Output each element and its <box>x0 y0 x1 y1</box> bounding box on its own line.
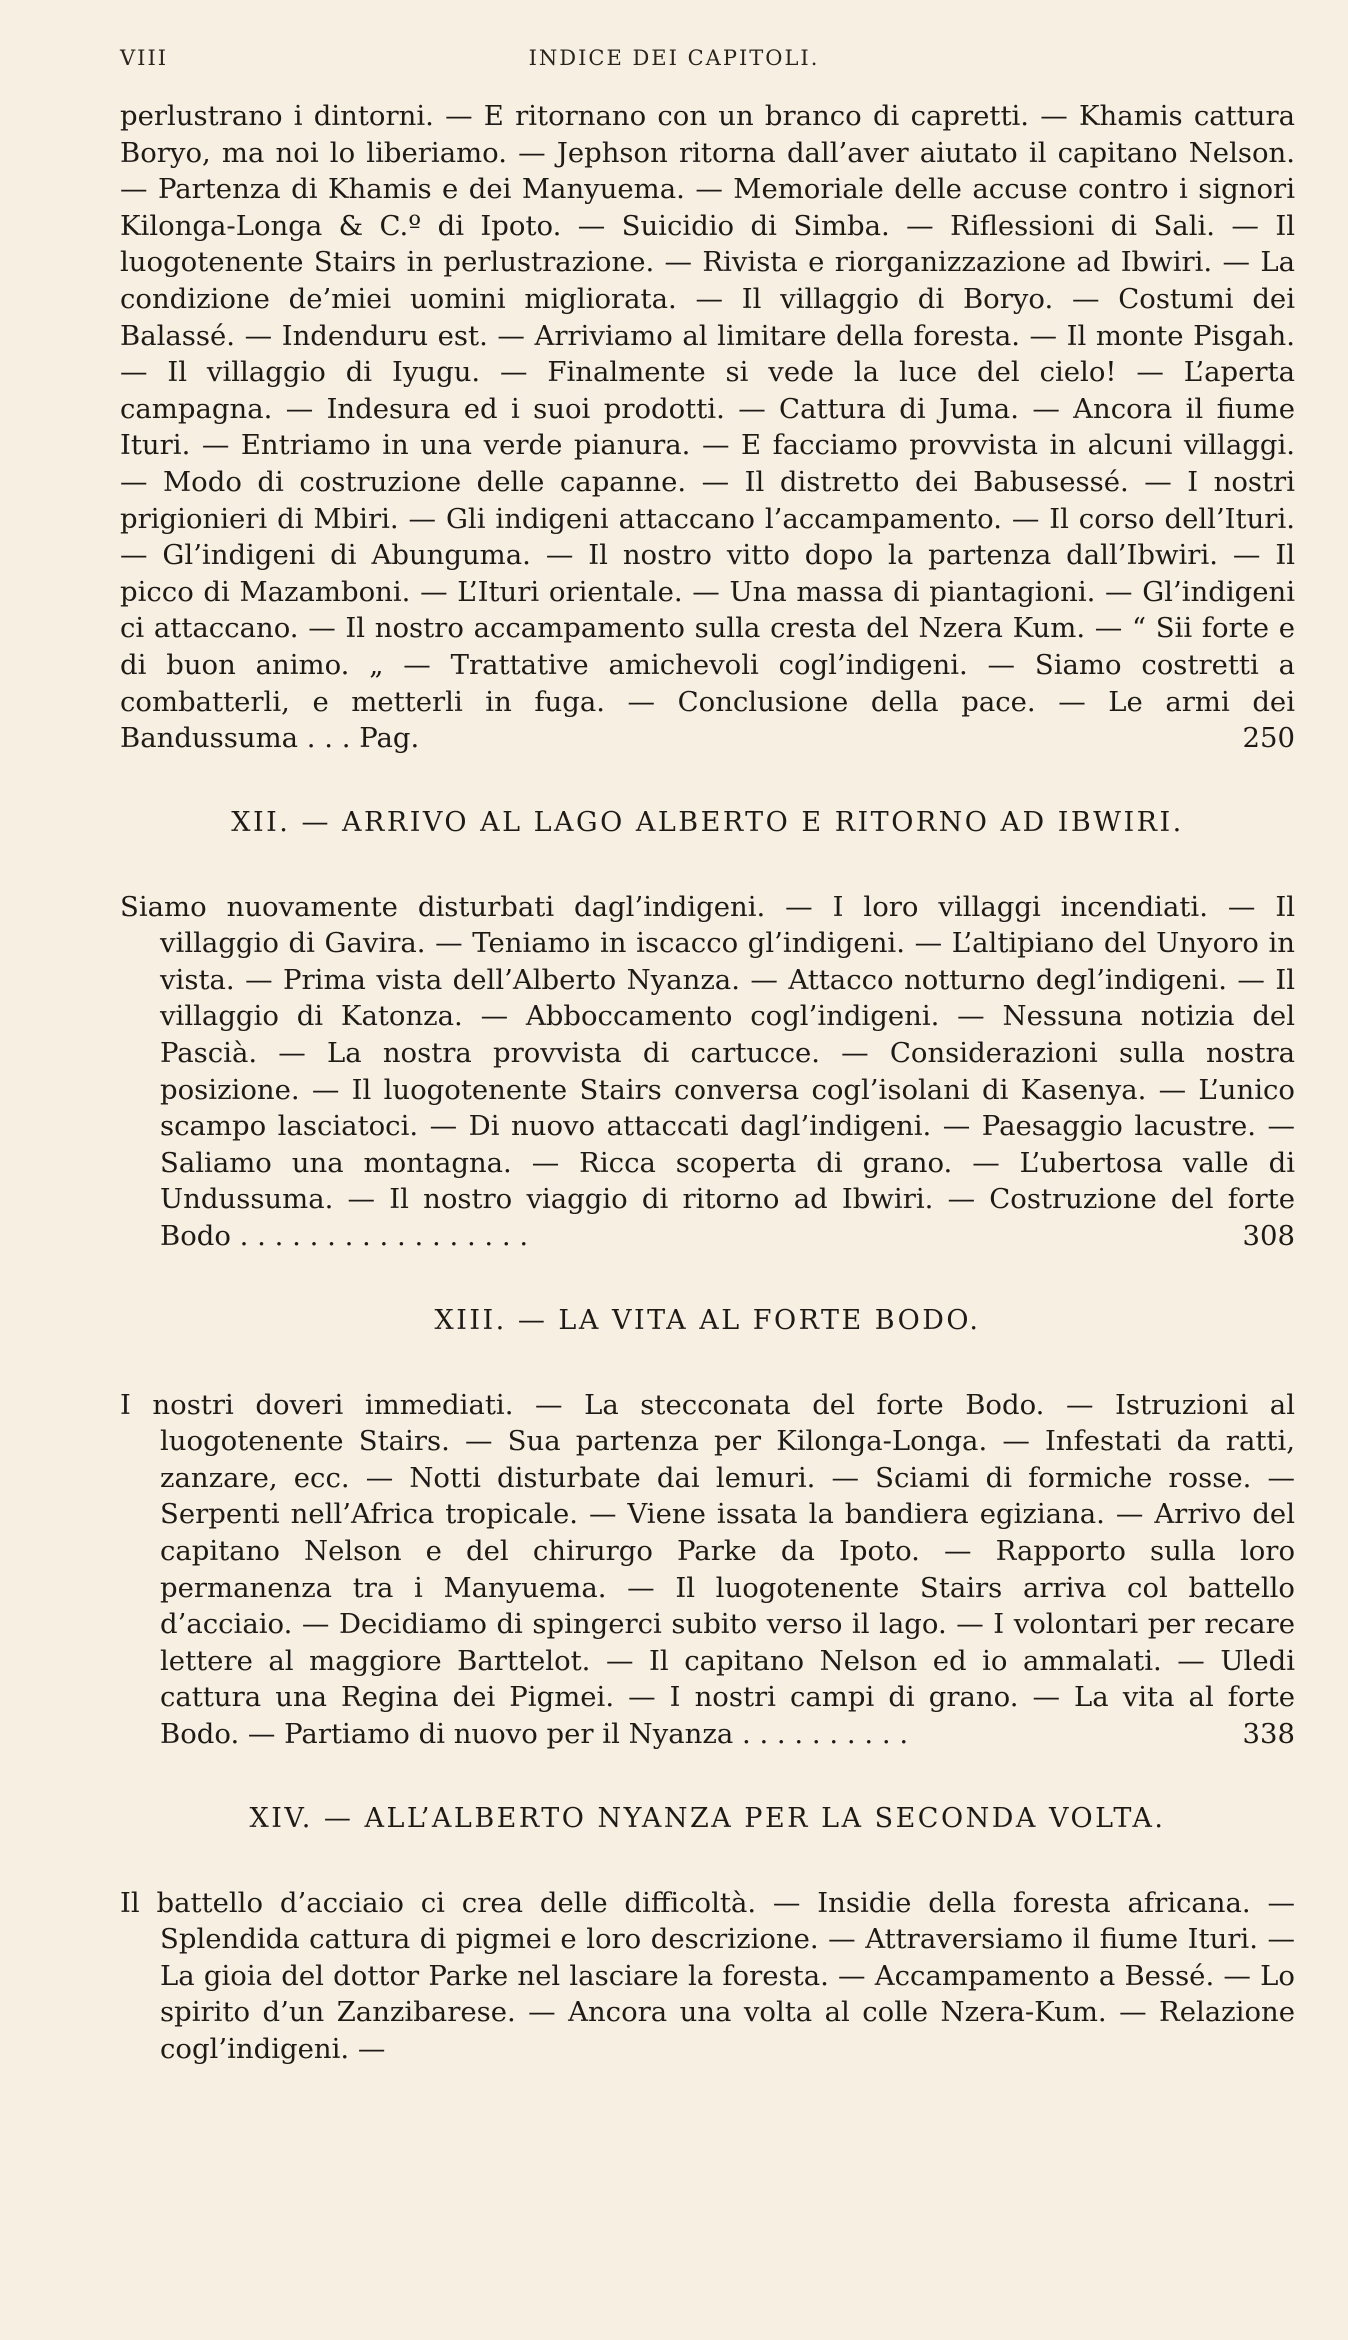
intro-paragraph <box>120 98 1295 757</box>
chapter-xiii-text: I nostri doveri immediati. — La stecconata del forte Bodo. — Istruzioni al luogotenente Stairs. — Sua partenza per Kilonga-Longa. — Infestati da ratti, zanzare, ecc. — Notti disturbate dai lemuri. — Sciami di formiche rosse. — Serpenti nell’Africa tropicale. — Viene issata la bandiera egiziana. — Arrivo del capitano Nelson e del chirurgo Parke da Ipoto. — Rapporto sulla loro permanenza tra i Manyuema. — Il luogotenente Stairs arriva col battello d’acciaio. — Decidiamo di spingerci subito verso il lago. — I volontari per recare lettere al maggiore Barttelot. — Il capitano Nelson ed io ammalati. — Uledi cattura una Regina dei Pigmei. — I nostri campi di grano. — La vita al forte Bodo. — Partiamo di nuovo per il Nyanza . . . . . . . . . . <box>120 1388 1295 1750</box>
chapter-heading-xiv: XIV. — ALL’ALBERTO NYANZA PER LA SECONDA VOLTA. <box>249 1802 1166 1834</box>
chapter-xiii-summary <box>120 1387 1295 1753</box>
intro-page-ref: 250 <box>1242 722 1295 755</box>
chapter-xii-text: Siamo nuovamente disturbati dagl’indigeni. — I loro villaggi incendiati. — Il villaggio di Gavira. — Teniamo in iscacco gl’indigeni. — L’altipiano del Unyoro in vista. — Prima vista dell’Alberto Nyanza. — Attacco notturno degl’indigeni. — Il villaggio di Katonza. — Abboccamento cogl’indigeni. — Nessuna notizia del Pascià. — La nostra provvista di cartucce. — Considerazioni sulla nostra posizione. — Il luogotenente Stairs conversa cogl’isolani di Kasenya. — L’unico scampo lasciatoci. — Di nuovo attaccati dagl’indigeni. — Paesaggio lacustre. — Saliamo una montagna. — Ricca scoperta di grano. — L’ubertosa valle di Undussuma. — Il nostro viaggio di ritorno ad Ibwiri. — Costruzione del forte Bodo . . . . . . . . . . . . . . . . . <box>120 890 1295 1253</box>
chapter-xii-page-ref: 308 <box>1242 1220 1295 1253</box>
chapter-xiv-summary <box>120 1885 1295 2068</box>
chapter-heading-xii: XII. — ARRIVO AL LAGO ALBERTO E RITORNO AD IBWIRI. <box>231 806 1184 838</box>
intro-paragraph-text: perlustrano i dintorni. — E ritornano con un branco di capretti. — Khamis cattura Boryo, ma noi lo liberiamo. — Jephson ritorna dall’aver aiutato il capitano Nelson. — Partenza di Khamis e dei Manyuema. — Memoriale delle accuse contro i signori Kilonga-Longa & C.º di Ipoto. — Suicidio di Simba. — Riflessioni di Sali. — Il luogotenente Stairs in perlustrazione. — Rivista e riorganizzazione ad Ibwiri. — La condizione de’miei uomini migliorata. — Il villaggio di Boryo. — Costumi dei Balassé. — Indenduru est. — Arriviamo al limitare della foresta. — Il monte Pisgah. — Il villaggio di Iyugu. — Finalmente si vede la luce del cielo! — L’aperta campagna. — Indesura ed i suoi prodotti. — Cattura di Juma. — Ancora il fiume Ituri. — Entriamo in una verde pianura. — E facciamo provvista in alcuni villaggi. — Modo di costruzione delle capanne. — Il distretto dei Babusessé. — I nostri prigionieri di Mbiri. — Gli indigeni attaccano l’accampamento. — Il corso dell’Ituri. — Gl’indigeni di Abunguma. — Il nostro vitto dopo la partenza dall’Ibwiri. — Il picco di Mazamboni. — L’Ituri orientale. — Una massa di piantagioni. — Gl’indigeni ci attaccano. — Il nostro accampamento sulla cresta del Nzera Kum. — “ Sii forte e di buon animo. „ — Trattative amichevoli cogl’indigeni. — Siamo costretti a combatterli, e metterli in fuga. — Conclusione della pace. — Le armi dei Bandussuma . . . Pag. <box>120 100 1295 755</box>
chapter-xiv-text: Il battello d’acciaio ci crea delle difficoltà. — Insidie della foresta africana. — Splendida cattura di pigmei e loro descrizione. — Attraversiamo il fiume Ituri. — La gioia del dottor Parke nel lasciare la foresta. — Accampamento a Bessé. — Lo spirito d’un Zanzibarese. — Ancora una volta al colle Nzera-Kum. — Relazione cogl’indigeni. — <box>120 1886 1295 2065</box>
chapter-xii-summary <box>120 889 1295 1255</box>
page-number: VIII <box>120 46 169 70</box>
chapter-heading-xiii: XIII. — LA VITA AL FORTE BODO. <box>434 1304 981 1336</box>
running-title: INDICE DEI CAPITOLI. <box>528 46 820 70</box>
chapter-xiii-page-ref: 338 <box>1242 1717 1295 1750</box>
index-body <box>120 98 1295 2068</box>
